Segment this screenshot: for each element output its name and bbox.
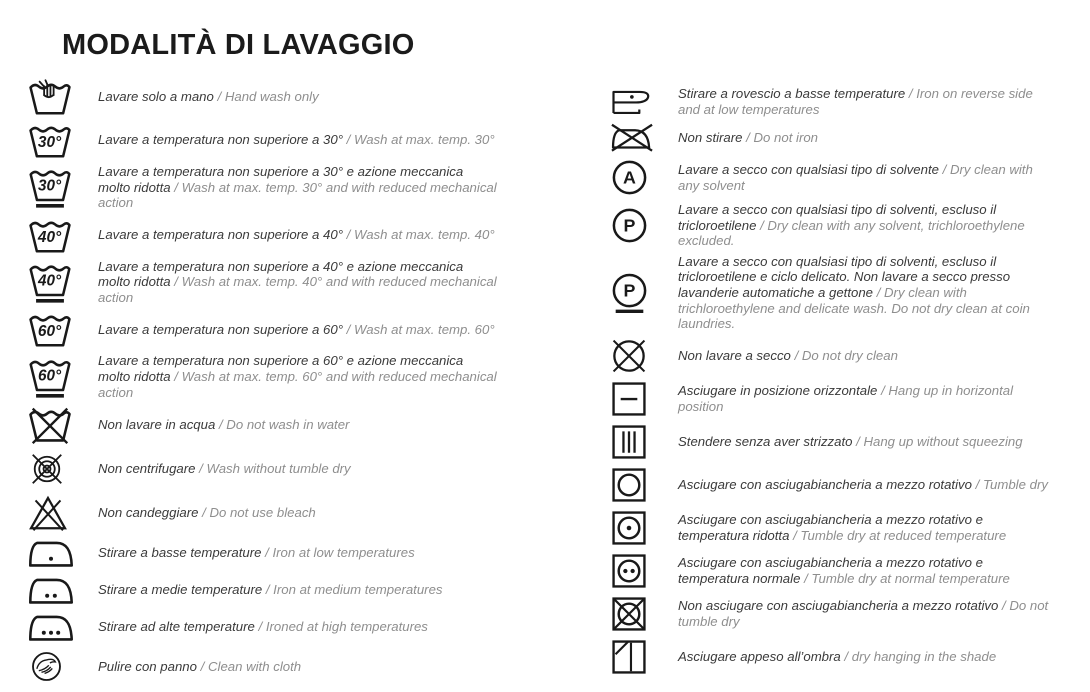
iron-high-icon xyxy=(28,611,98,643)
care-item-clean-with-cloth xyxy=(28,648,533,685)
do-not-spin-icon xyxy=(28,450,98,488)
care-item-dry-clean-p xyxy=(610,202,1062,249)
care-item-text: Non lavare in acqua / Do not wash in water xyxy=(98,417,350,433)
wash-60-reduced-icon xyxy=(28,355,98,399)
do-not-dry-clean-icon xyxy=(610,337,678,375)
care-item-text: Stendere senza aver strizzato / Hang up without squeezing xyxy=(678,433,1023,449)
care-item-tumble-dry-reduced xyxy=(610,509,1062,547)
care-item-text: Lavare a temperatura non superiore a 40° e azione meccanica molto ridotta / Wash at max. temp. 40° and with reduced mechanical action xyxy=(98,258,497,305)
care-item-text: Lavare solo a mano / Hand wash only xyxy=(98,89,319,105)
care-item-text: Non candeggiare / Do not use bleach xyxy=(98,504,316,520)
care-item-do-not-iron xyxy=(610,122,1062,153)
dry-clean-p-delicate-icon xyxy=(610,271,678,315)
dry-flat-icon xyxy=(610,380,678,418)
care-item-text: Asciugare con asciugabiancheria a mezzo rotativo e temperatura ridotta / Tumble dry at reduced temperature xyxy=(678,512,1007,543)
iron-reverse-icon xyxy=(610,88,678,116)
care-item-wash-40-reduced xyxy=(28,259,533,306)
care-item-iron-high xyxy=(28,611,533,643)
clean-with-cloth-icon xyxy=(28,648,98,685)
care-item-tumble-dry-normal xyxy=(610,552,1062,590)
wash-30-reduced-icon xyxy=(28,165,98,209)
care-item-dry-clean-any-solvent xyxy=(610,158,1062,197)
care-item-text: Non asciugare con asciugabiancheria a mezzo rotativo / Do not tumble dry xyxy=(678,598,1049,629)
care-item-do-not-dry-clean xyxy=(610,337,1062,375)
care-item-text: Lavare a secco con qualsiasi tipo di solventi, escluso il tricloroetilene e ciclo delicato. Non lavare a secco presso lavanderie automatiche a gettone / Dry clean with trichloroethylene and delicate wash. Do not dry clean at coin laundries. xyxy=(678,253,1030,332)
care-item-text: Asciugare appeso all’ombra / dry hanging in the shade xyxy=(678,648,997,664)
care-item-iron-reverse xyxy=(610,86,1062,117)
care-item-text: Pulire con panno / Clean with cloth xyxy=(98,658,302,674)
care-item-do-not-wash xyxy=(28,405,533,445)
tumble-dry-reduced-icon xyxy=(610,509,678,547)
wash-30-icon xyxy=(28,121,98,159)
do-not-iron-icon xyxy=(610,122,678,153)
care-item-text: Lavare a secco con qualsiasi tipo di solventi, escluso il tricloroetilene / Dry clean with any solvent, trichloroethylene excluded. xyxy=(678,202,1025,249)
care-item-iron-low xyxy=(28,537,533,569)
tumble-dry-normal-icon xyxy=(610,552,678,590)
care-item-wash-60-reduced xyxy=(28,353,533,400)
care-item-wash-40 xyxy=(28,216,533,254)
care-item-text: Non stirare / Do not iron xyxy=(678,129,819,145)
iron-medium-icon xyxy=(28,574,98,606)
tumble-dry-icon xyxy=(610,466,678,504)
care-item-wash-30-reduced xyxy=(28,164,533,211)
dry-clean-p-icon xyxy=(610,206,678,245)
care-item-drip-dry xyxy=(610,423,1062,461)
care-item-hand-wash xyxy=(28,78,533,116)
hand-wash-icon xyxy=(28,78,98,116)
care-item-text: Asciugare con asciugabiancheria a mezzo rotativo / Tumble dry xyxy=(678,476,1048,492)
page-title: MODALITÀ DI LAVAGGIO xyxy=(62,29,415,62)
left-column xyxy=(28,78,533,690)
wash-40-icon xyxy=(28,216,98,254)
wash-40-reduced-icon xyxy=(28,260,98,304)
care-item-text: Lavare a temperatura non superiore a 60° e azione meccanica molto ridotta / Wash at max. temp. 60° and with reduced mechanical action xyxy=(98,353,497,400)
do-not-bleach-icon xyxy=(28,493,98,532)
care-item-do-not-tumble-dry xyxy=(610,595,1062,633)
care-item-text: Lavare a secco con qualsiasi tipo di solvente / Dry clean with any solvent xyxy=(678,162,1033,193)
dry-clean-any-solvent-icon xyxy=(610,158,678,197)
care-item-text: Stirare ad alte temperature / Ironed at high temperatures xyxy=(98,619,428,635)
care-item-text: Asciugare con asciugabiancheria a mezzo rotativo e temperatura normale / Tumble dry at normal temperature xyxy=(678,555,1010,586)
care-item-text: Lavare a temperatura non superiore a 40° / Wash at max. temp. 40° xyxy=(98,226,495,242)
drip-dry-icon xyxy=(610,423,678,461)
care-item-text: Stirare a basse temperature / Iron at low temperatures xyxy=(98,545,415,561)
do-not-tumble-dry-icon xyxy=(610,595,678,633)
care-item-text: Stirare a rovescio a basse temperature / Iron on reverse side and at low temperatures xyxy=(678,86,1033,117)
care-item-dry-in-shade xyxy=(610,638,1062,676)
right-column xyxy=(610,86,1062,681)
care-item-text: Lavare a temperatura non superiore a 60° / Wash at max. temp. 60° xyxy=(98,321,495,337)
care-item-dry-flat xyxy=(610,380,1062,418)
care-item-text: Lavare a temperatura non superiore a 30° e azione meccanica molto ridotta / Wash at max. temp. 30° and with reduced mechanical action xyxy=(98,164,497,211)
care-item-dry-clean-p-delicate xyxy=(610,254,1062,332)
care-item-iron-medium xyxy=(28,574,533,606)
care-item-tumble-dry xyxy=(610,466,1062,504)
care-item-text: Non lavare a secco / Do not dry clean xyxy=(678,347,898,363)
care-item-text: Asciugare in posizione orizzontale / Hang up in horizontal position xyxy=(678,383,1014,414)
care-item-text: Stirare a medie temperature / Iron at medium temperatures xyxy=(98,582,443,598)
care-item-text: Lavare a temperatura non superiore a 30° / Wash at max. temp. 30° xyxy=(98,132,495,148)
care-item-wash-30 xyxy=(28,121,533,159)
wash-60-icon xyxy=(28,310,98,348)
care-item-text: Non centrifugare / Wash without tumble dry xyxy=(98,461,351,477)
do-not-wash-icon xyxy=(28,405,98,445)
dry-in-shade-icon xyxy=(610,638,678,676)
iron-low-icon xyxy=(28,537,98,569)
care-item-do-not-bleach xyxy=(28,493,533,532)
care-item-wash-60 xyxy=(28,310,533,348)
care-item-do-not-spin xyxy=(28,450,533,488)
